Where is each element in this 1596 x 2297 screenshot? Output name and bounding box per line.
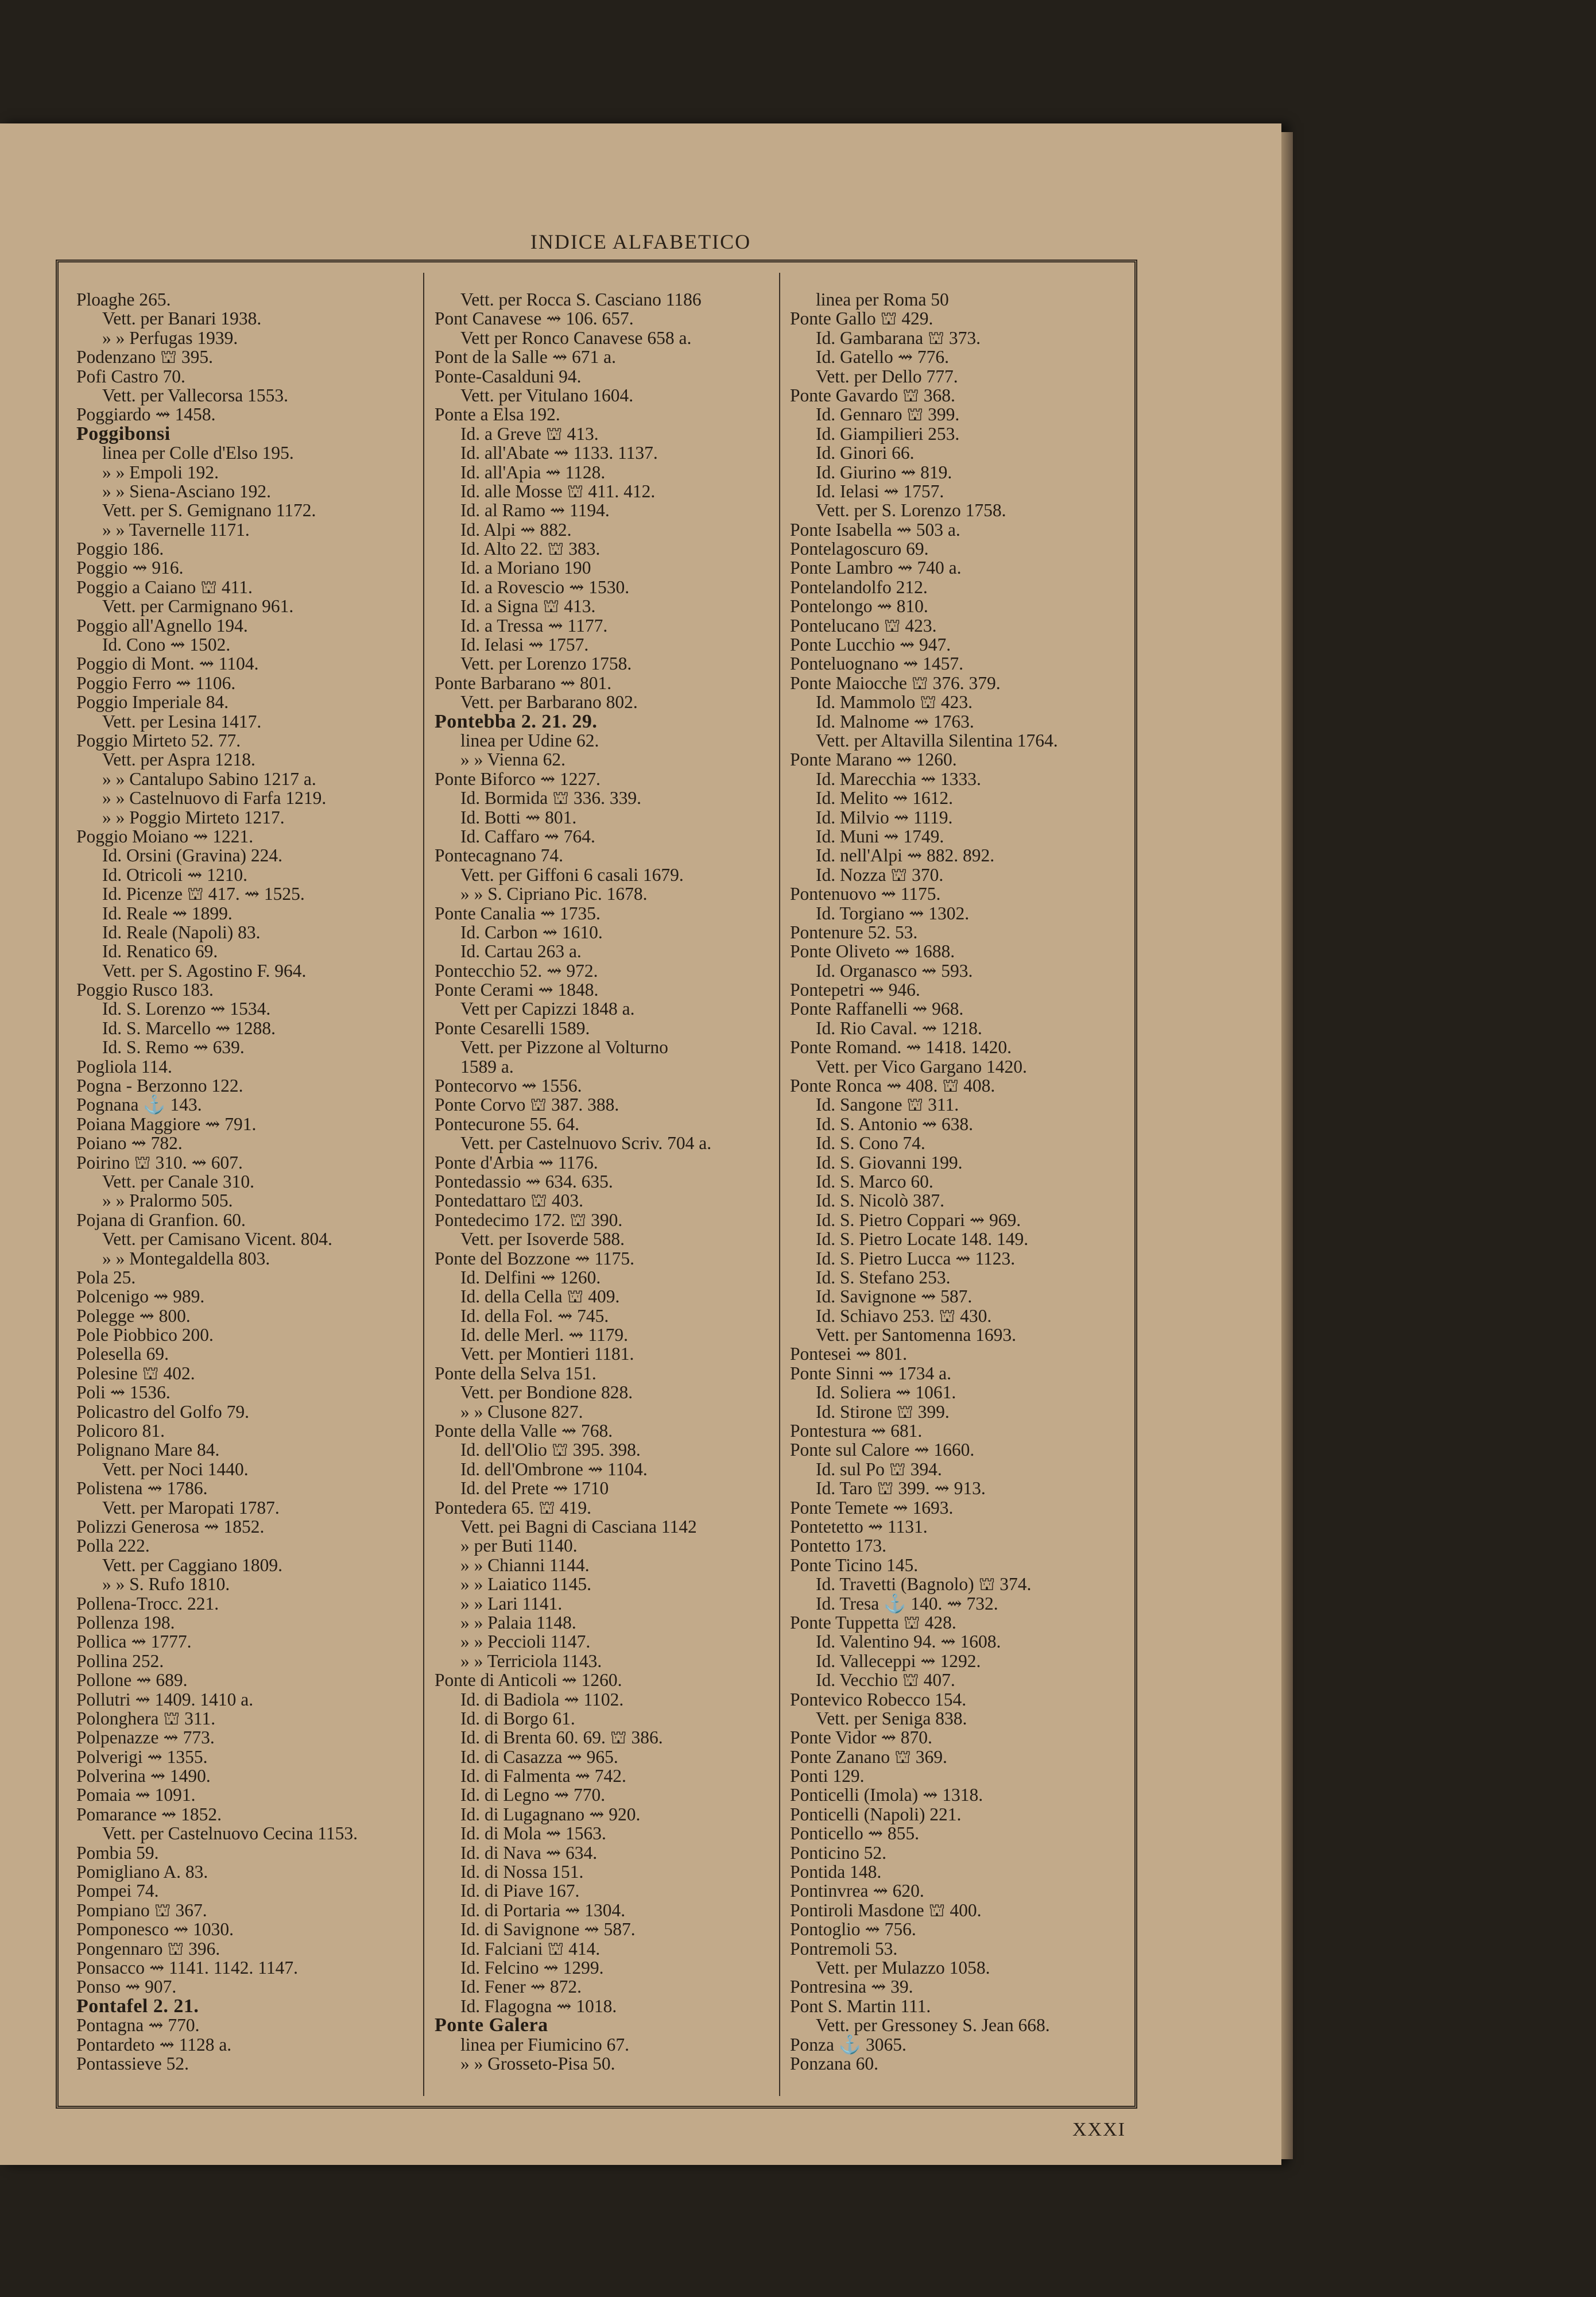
index-entry: Pollica ⇝ 1777.	[76, 1631, 192, 1652]
index-entry: Ponte Biforco ⇝ 1227.	[435, 768, 601, 789]
index-entry: » » Montegaldella 803.	[102, 1248, 270, 1269]
index-entry: Pontenuovo ⇝ 1175.	[790, 884, 941, 904]
index-entry: Ponte del Bozzone ⇝ 1175.	[435, 1248, 635, 1269]
index-entry: » » Castelnuovo di Farfa 1219.	[102, 788, 327, 809]
index-entry: » » Laiatico 1145.	[460, 1574, 592, 1595]
index-entry: Poggio 186.	[76, 539, 164, 559]
index-entry: Vett. per Bondione 828.	[460, 1382, 633, 1403]
index-entry: » » Lari 1141.	[460, 1593, 563, 1614]
index-entry: Pontelagoscuro 69.	[790, 539, 929, 559]
index-entry: Vett. per Altavilla Silentina 1764.	[816, 730, 1058, 751]
index-entry: Id. Ginori 66.	[816, 443, 915, 463]
index-entry: Pole Piobbico 200.	[76, 1325, 214, 1345]
index-entry: Pont Canavese ⇝ 106. 657.	[435, 308, 634, 329]
index-entry: » » S. Cipriano Pic. 1678.	[460, 884, 648, 904]
index-entry: Pogna - Berzonno 122.	[76, 1076, 243, 1096]
index-entry: Ponte-Casalduni 94.	[435, 366, 582, 386]
index-entry: Ponticelli (Imola) ⇝ 1318.	[790, 1785, 983, 1805]
index-entry: Ploaghe 265.	[76, 289, 171, 310]
index-entry: Pompei 74.	[76, 1881, 159, 1901]
index-entry: Vett. per Aspra 1218.	[102, 749, 255, 770]
index-entry: Id. Felcino ⇝ 1299.	[460, 1957, 604, 1978]
index-entry: Vett. per Lesina 1417.	[102, 711, 262, 732]
index-entry: Ponte della Selva 151.	[435, 1363, 596, 1383]
index-entry: » » Tavernelle 1171.	[102, 519, 250, 540]
index-entry: Id. di Portaria ⇝ 1304.	[460, 1900, 626, 1920]
index-entry: Ponti 129.	[790, 1766, 865, 1786]
index-entry: Vett. per Pizzone al Volturno	[460, 1037, 668, 1058]
index-entry: Id. Reale (Napoli) 83.	[102, 922, 261, 942]
index-entry: Ponte Cesarelli 1589.	[435, 1018, 590, 1038]
index-entry: Id. Marecchia ⇝ 1333.	[816, 768, 981, 789]
index-entry: Id. di Piave 167.	[460, 1881, 580, 1901]
index-entry: » » Pralormo 505.	[102, 1190, 233, 1211]
index-entry: Pontebba 2. 21. 29.	[435, 710, 598, 732]
index-entry: Pontassieve 52.	[76, 2053, 189, 2074]
index-entry: Pontelongo ⇝ 810.	[790, 596, 928, 617]
index-entry: Vett. per S. Gemignano 1172.	[102, 500, 316, 521]
index-entry: Id. Falciani ⛫ 414.	[460, 1938, 601, 1959]
index-entry: Id. Mammolo ⛫ 423.	[816, 692, 973, 713]
index-entry: Pontevico Robecco 154.	[790, 1689, 967, 1710]
index-entry: Id. di Nossa 151.	[460, 1862, 584, 1882]
index-entry: Polla 222.	[76, 1536, 150, 1556]
index-entry: Poiano ⇝ 782.	[76, 1133, 183, 1154]
index-entry: Id. Schiavo 253. ⛫ 430.	[816, 1305, 992, 1326]
index-entry: Id. di Mola ⇝ 1563.	[460, 1823, 606, 1844]
index-entry: Podenzano ⛫ 395.	[76, 347, 214, 368]
index-entry: Pognana ⚓ 143.	[76, 1095, 202, 1115]
index-entry: Pontresina ⇝ 39.	[790, 1977, 913, 1997]
index-entry: Id. S. Nicolò 387.	[816, 1190, 944, 1211]
index-entry: linea per Roma 50	[816, 289, 949, 310]
index-entry: Id. del Prete ⇝ 1710	[460, 1478, 609, 1499]
index-entry: Id. S. Giovanni 199.	[816, 1152, 963, 1173]
index-entry: Id. di Nava ⇝ 634.	[460, 1842, 598, 1863]
index-entry: » » Siena-Asciano 192.	[102, 481, 271, 501]
index-entry: Id. dell'Olio ⛫ 395. 398.	[460, 1440, 641, 1460]
index-column-1	[76, 290, 421, 2073]
index-entry: Polistena ⇝ 1786.	[76, 1478, 208, 1499]
index-entry: Id. di Falmenta ⇝ 742.	[460, 1766, 626, 1786]
index-entry: Pollenza 198.	[76, 1612, 175, 1633]
index-entry: 1589 a.	[460, 1056, 514, 1077]
index-entry: Pontafel 2. 21.	[76, 1995, 199, 2017]
index-entry: Id. Torgiano ⇝ 1302.	[816, 903, 970, 923]
index-entry: » » Chianni 1144.	[460, 1554, 590, 1575]
index-entry: Vett. per Banari 1938.	[102, 308, 262, 329]
index-entry: Id. Valleceppi ⇝ 1292.	[816, 1650, 981, 1671]
index-entry: Id. dell'Ombrone ⇝ 1104.	[460, 1459, 648, 1479]
index-entry: Ponte Romand. ⇝ 1418. 1420.	[790, 1037, 1012, 1058]
index-entry: Pontedera 65. ⛫ 419.	[435, 1497, 592, 1518]
index-entry: Ponte Lucchio ⇝ 947.	[790, 635, 951, 655]
index-entry: Id. Giampilieri 253.	[816, 423, 960, 444]
page-number: XXXI	[1072, 2119, 1126, 2140]
page-title: INDICE ALFABETICO	[530, 230, 751, 253]
index-entry: Id. Vecchio ⛫ 407.	[816, 1670, 955, 1691]
index-entry: Ponsacco ⇝ 1141. 1142. 1147.	[76, 1957, 298, 1978]
index-entry: Pollina 252.	[76, 1650, 164, 1671]
index-entry: Pollutri ⇝ 1409. 1410 a.	[76, 1689, 254, 1710]
index-entry: Id. S. Marco 60.	[816, 1171, 933, 1192]
index-entry: Id. di Badiola ⇝ 1102.	[460, 1689, 624, 1710]
index-entry: Id. Delfini ⇝ 1260.	[460, 1267, 601, 1287]
index-entry: » » Vienna 62.	[460, 749, 566, 770]
index-entry: Id. Malnome ⇝ 1763.	[816, 711, 974, 732]
index-entry: Pontremoli 53.	[790, 1938, 898, 1959]
index-entry: Id. Taro ⛫ 399. ⇝ 913.	[816, 1478, 986, 1499]
index-entry: Ponte Barbarano ⇝ 801.	[435, 672, 612, 693]
index-entry: Id. Nozza ⛫ 370.	[816, 864, 944, 885]
index-entry: linea per Udine 62.	[460, 730, 599, 751]
index-entry: Pontinvrea ⇝ 620.	[790, 1881, 924, 1901]
index-entry: Pofi Castro 70.	[76, 366, 185, 386]
index-entry: Pont S. Martin 111.	[790, 1996, 931, 2016]
index-entry: linea per Fiumicino 67.	[460, 2034, 629, 2055]
index-entry: Id. Soliera ⇝ 1061.	[816, 1382, 956, 1403]
index-column-3	[790, 290, 1134, 2073]
index-entry: » » Perfugas 1939.	[102, 327, 238, 348]
index-entry: Id. Fener ⇝ 872.	[460, 1977, 582, 1997]
index-entry: Ponte Ticino 145.	[790, 1554, 919, 1575]
index-entry: Poirino ⛫ 310. ⇝ 607.	[76, 1152, 243, 1173]
index-entry: Vett. per Camisano Vicent. 804.	[102, 1229, 332, 1250]
index-entry: Policoro 81.	[76, 1421, 165, 1441]
index-entry: » » Grosseto-Pisa 50.	[460, 2053, 615, 2074]
index-entry: Vett. per Noci 1440.	[102, 1459, 249, 1479]
index-entry: Id. di Legno ⇝ 770.	[460, 1785, 606, 1805]
index-entry: Ponte sul Calore ⇝ 1660.	[790, 1440, 975, 1460]
index-entry: Vett. pei Bagni di Casciana 1142	[460, 1517, 697, 1537]
index-entry: Id. Tresa ⚓ 140. ⇝ 732.	[816, 1593, 998, 1614]
index-entry: » per Buti 1140.	[460, 1536, 578, 1556]
index-entry: Pogliola 114.	[76, 1056, 172, 1077]
index-entry: Pontelucano ⛫ 423.	[790, 615, 937, 636]
index-entry: Pontagna ⇝ 770.	[76, 2015, 200, 2036]
index-entry: Id. Organasco ⇝ 593.	[816, 960, 973, 981]
index-entry: Pontida 148.	[790, 1862, 882, 1882]
index-entry: Pongennaro ⛫ 396.	[76, 1938, 220, 1959]
index-entry: Vett. per Isoverde 588.	[460, 1229, 625, 1250]
index-entry: Id. Cartau 263 a.	[460, 941, 582, 962]
index-entry: Vett. per Rocca S. Casciano 1186	[460, 289, 702, 310]
index-entry: Id. Giurino ⇝ 819.	[816, 462, 952, 482]
index-entry: Id. sul Po ⛫ 394.	[816, 1459, 942, 1479]
index-entry: Poggio Ferro ⇝ 1106.	[76, 672, 236, 693]
index-entry: Id. Flagogna ⇝ 1018.	[460, 1996, 617, 2016]
index-entry: Id. S. Pietro Coppari ⇝ 969.	[816, 1209, 1021, 1230]
index-entry: Pontecagnano 74.	[435, 845, 563, 866]
index-entry: Poggio di Mont. ⇝ 1104.	[76, 653, 259, 674]
index-entry: Id. delle Merl. ⇝ 1179.	[460, 1325, 629, 1345]
index-entry: Pontedattaro ⛫ 403.	[435, 1190, 584, 1211]
index-entry: Id. S. Marcello ⇝ 1288.	[102, 1018, 276, 1038]
index-entry: Id. Ielasi ⇝ 1757.	[460, 635, 589, 655]
index-entry: Pontecorvo ⇝ 1556.	[435, 1076, 582, 1096]
index-entry: Id. Carbon ⇝ 1610.	[460, 922, 603, 942]
index-entry: Pontedassio ⇝ 634. 635.	[435, 1171, 613, 1192]
index-entry: Vett. per S. Lorenzo 1758.	[816, 500, 1006, 521]
index-entry: Id. a Greve ⛫ 413.	[460, 423, 599, 444]
index-entry: Pontedecimo 172. ⛫ 390.	[435, 1209, 623, 1230]
index-entry: Id. Ielasi ⇝ 1757.	[816, 481, 944, 501]
index-entry: Vett. per Vallecorsa 1553.	[102, 385, 288, 405]
page-edge	[1281, 132, 1293, 2159]
index-entry: Pontetto 173.	[790, 1536, 887, 1556]
index-entry: » » Cantalupo Sabino 1217 a.	[102, 768, 316, 789]
index-entry: Id. di Savignone ⇝ 587.	[460, 1919, 636, 1940]
index-entry: Id. S. Stefano 253.	[816, 1267, 951, 1287]
index-entry: Vett. per Seniga 838.	[816, 1708, 967, 1728]
index-entry: Pomponesco ⇝ 1030.	[76, 1919, 234, 1940]
index-entry: Id. di Lugagnano ⇝ 920.	[460, 1804, 641, 1824]
index-entry: Ponte della Valle ⇝ 768.	[435, 1421, 613, 1441]
index-entry: Poggio Mirteto 52. 77.	[76, 730, 241, 751]
index-entry: Id. Cono ⇝ 1502.	[102, 635, 231, 655]
index-entry: Pontestura ⇝ 681.	[790, 1421, 923, 1441]
index-entry: Id. all'Abate ⇝ 1133. 1137.	[460, 443, 658, 463]
index-entry: Ponticino 52.	[790, 1842, 887, 1863]
index-entry: Vett. per Castelnuovo Cecina 1153.	[102, 1823, 358, 1844]
index-entry: Pontelandolfo 212.	[790, 577, 928, 597]
index-entry: Id. Muni ⇝ 1749.	[816, 826, 944, 846]
index-entry: Id. Rio Caval. ⇝ 1218.	[816, 1018, 982, 1038]
index-entry: Ponticelli (Napoli) 221.	[790, 1804, 962, 1824]
index-entry: Id. al Ramo ⇝ 1194.	[460, 500, 610, 521]
index-entry: Ponte Lambro ⇝ 740 a.	[790, 558, 962, 578]
index-entry: Id. S. Pietro Locate 148. 149.	[816, 1229, 1029, 1250]
index-entry: Vett per Ronco Canavese 658 a.	[460, 327, 692, 348]
index-entry: linea per Colle d'Elso 195.	[102, 443, 294, 463]
index-entry: » » Empoli 192.	[102, 462, 219, 482]
index-entry: Ponza ⚓ 3065.	[790, 2034, 907, 2055]
index-entry: Pollena-Trocc. 221.	[76, 1593, 219, 1614]
index-entry: Vett. per Caggiano 1809.	[102, 1554, 283, 1575]
index-entry: Polegge ⇝ 800.	[76, 1305, 191, 1326]
index-entry: Poli ⇝ 1536.	[76, 1382, 171, 1403]
index-entry: Vett. per Dello 777.	[816, 366, 958, 386]
index-entry: Ponte Marano ⇝ 1260.	[790, 749, 957, 770]
index-entry: » » Peccioli 1147.	[460, 1631, 591, 1652]
index-entry: Id. Reale ⇝ 1899.	[102, 903, 233, 923]
index-entry: Poggio Moiano ⇝ 1221.	[76, 826, 254, 846]
index-entry: Vett. per S. Agostino F. 964.	[102, 960, 307, 981]
index-entry: Vett. per Mulazzo 1058.	[816, 1957, 990, 1978]
index-entry: Ponte Galera	[435, 2014, 548, 2036]
index-entry: Pomarance ⇝ 1852.	[76, 1804, 222, 1824]
index-entry: Id. Bormida ⛫ 336. 339.	[460, 788, 642, 809]
index-entry: Polverigi ⇝ 1355.	[76, 1746, 208, 1767]
index-entry: Id. S. Pietro Lucca ⇝ 1123.	[816, 1248, 1016, 1269]
index-entry: Polverina ⇝ 1490.	[76, 1766, 211, 1786]
index-entry: Ponte Cerami ⇝ 1848.	[435, 980, 599, 1000]
index-entry: Id. di Brenta 60. 69. ⛫ 386.	[460, 1727, 663, 1748]
index-entry: Id. nell'Alpi ⇝ 882. 892.	[816, 845, 995, 866]
index-entry: Id. Travetti (Bagnolo) ⛫ 374.	[816, 1574, 1032, 1595]
index-entry: Id. Picenze ⛫ 417. ⇝ 1525.	[102, 884, 305, 904]
index-entry: Ponticello ⇝ 855.	[790, 1823, 920, 1844]
index-entry: Vett. per Lorenzo 1758.	[460, 653, 632, 674]
index-entry: Pomigliano A. 83.	[76, 1862, 208, 1882]
index-entry: Id. Milvio ⇝ 1119.	[816, 807, 953, 827]
index-entry: Pontecurone 55. 64.	[435, 1113, 579, 1134]
index-entry: Pontetetto ⇝ 1131.	[790, 1517, 928, 1537]
index-entry: Id. Stirone ⛫ 399.	[816, 1401, 950, 1422]
index-entry: Pollone ⇝ 689.	[76, 1670, 188, 1691]
index-entry: Pola 25.	[76, 1267, 136, 1287]
index-entry: Ponte Maiocche ⛫ 376. 379.	[790, 672, 1001, 693]
index-entry: Id. Alto 22. ⛫ 383.	[460, 539, 601, 559]
index-entry: Poggio Rusco 183.	[76, 980, 214, 1000]
index-entry: Id. Otricoli ⇝ 1210.	[102, 864, 247, 885]
index-entry: Id. Botti ⇝ 801.	[460, 807, 577, 827]
column-divider	[779, 273, 780, 2096]
index-entry: Ponzana 60.	[790, 2053, 878, 2074]
index-entry: Ponte Gallo ⛫ 429.	[790, 308, 933, 329]
index-entry: Vett. per Vitulano 1604.	[460, 385, 634, 405]
index-entry: » » S. Rufo 1810.	[102, 1574, 230, 1595]
index-entry: Id. Gennaro ⛫ 399.	[816, 404, 960, 425]
index-entry: Vett. per Santomenna 1693.	[816, 1325, 1017, 1345]
index-entry: Polesella 69.	[76, 1344, 169, 1364]
index-entry: Vett. per Gressoney S. Jean 668.	[816, 2015, 1050, 2036]
index-entry: Poiana Maggiore ⇝ 791.	[76, 1113, 257, 1134]
index-entry: Vett. per Vico Gargano 1420.	[816, 1056, 1027, 1077]
index-entry: Ponte Tuppetta ⛫ 428.	[790, 1612, 956, 1633]
index-entry: Vett. per Montieri 1181.	[460, 1344, 634, 1364]
index-entry: Ponte Raffanelli ⇝ 968.	[790, 999, 964, 1019]
index-entry: Poggio ⇝ 916.	[76, 558, 184, 578]
index-entry: Ponte Ronca ⇝ 408. ⛫ 408.	[790, 1076, 995, 1096]
index-entry: Policastro del Golfo 79.	[76, 1401, 249, 1422]
index-entry: Pont de la Salle ⇝ 671 a.	[435, 347, 616, 368]
index-entry: Pontiroli Masdone ⛫ 400.	[790, 1900, 982, 1920]
index-entry: Id. Caffaro ⇝ 764.	[460, 826, 595, 846]
index-entry: Ponte Sinni ⇝ 1734 a.	[790, 1363, 952, 1383]
index-entry: Ponte a Elsa 192.	[435, 404, 560, 425]
index-entry: Polcenigo ⇝ 989.	[76, 1286, 205, 1307]
index-entry: Vett. per Castelnuovo Scriv. 704 a.	[460, 1133, 712, 1154]
index-entry: » » Palaia 1148.	[460, 1612, 576, 1633]
index-entry: Ponte Temete ⇝ 1693.	[790, 1497, 954, 1518]
index-entry: Id. S. Lorenzo ⇝ 1534.	[102, 999, 271, 1019]
index-entry: Id. a Signa ⛫ 413.	[460, 596, 596, 617]
index-entry: Vett. per Giffoni 6 casali 1679.	[460, 864, 684, 885]
index-entry: Id. Gambarana ⛫ 373.	[816, 327, 981, 348]
index-entry: Id. della Fol. ⇝ 745.	[460, 1305, 609, 1326]
index-entry: Pontoglio ⇝ 756.	[790, 1919, 916, 1940]
index-entry: Id. Alpi ⇝ 882.	[460, 519, 572, 540]
index-entry: Id. Savignone ⇝ 587.	[816, 1286, 973, 1307]
index-entry: Ponte Isabella ⇝ 503 a.	[790, 519, 960, 540]
index-entry: Id. Orsini (Gravina) 224.	[102, 845, 283, 866]
index-entry: Id. di Casazza ⇝ 965.	[460, 1746, 618, 1767]
index-entry: Polonghera ⛫ 311.	[76, 1708, 216, 1728]
index-entry: Id. alle Mosse ⛫ 411. 412.	[460, 481, 656, 501]
index-entry: Ponte Vidor ⇝ 870.	[790, 1727, 932, 1748]
column-divider	[423, 273, 424, 2096]
index-entry: Id. Valentino 94. ⇝ 1608.	[816, 1631, 1001, 1652]
index-entry: Id. S. Cono 74.	[816, 1133, 925, 1154]
index-entry: Polpenazze ⇝ 773.	[76, 1727, 215, 1748]
index-entry: Id. a Moriano 190	[460, 558, 591, 578]
index-entry: » » Terriciola 1143.	[460, 1650, 602, 1671]
index-entry: Ponte Zanano ⛫ 369.	[790, 1746, 947, 1767]
index-entry: Vett. per Barbarano 802.	[460, 692, 638, 713]
index-entry: Vett per Capizzi 1848 a.	[460, 999, 635, 1019]
index-entry: Vett. per Canale 310.	[102, 1171, 255, 1192]
index-entry: Id. Renatico 69.	[102, 941, 218, 962]
index-entry: Pontepetri ⇝ 946.	[790, 980, 920, 1000]
index-entry: Ponte Canalia ⇝ 1735.	[435, 903, 601, 923]
index-entry: Poggio all'Agnello 194.	[76, 615, 248, 636]
index-column-2	[435, 290, 779, 2073]
index-entry: Pontenure 52. 53.	[790, 922, 918, 942]
index-entry: Ponte Gavardo ⛫ 368.	[790, 385, 955, 405]
index-entry: Ponte d'Arbia ⇝ 1176.	[435, 1152, 598, 1173]
index-entry: Id. all'Apia ⇝ 1128.	[460, 462, 606, 482]
index-entry: Pojana di Granfion. 60.	[76, 1209, 246, 1230]
index-entry: Pontesei ⇝ 801.	[790, 1344, 908, 1364]
index-entry: Id. S. Antonio ⇝ 638.	[816, 1113, 974, 1134]
index-entry: Polizzi Generosa ⇝ 1852.	[76, 1517, 265, 1537]
index-entry: Polignano Mare 84.	[76, 1440, 220, 1460]
index-entry: Poggio Imperiale 84.	[76, 692, 229, 713]
index-entry: Ponso ⇝ 907.	[76, 1977, 177, 1997]
index-entry: Pontardeto ⇝ 1128 a.	[76, 2034, 232, 2055]
index-entry: » » Clusone 827.	[460, 1401, 583, 1422]
index-entry: Id. Gatello ⇝ 776.	[816, 347, 949, 368]
index-entry: Id. a Rovescio ⇝ 1530.	[460, 577, 630, 597]
index-entry: Pomaia ⇝ 1091.	[76, 1785, 196, 1805]
index-entry: Id. Melito ⇝ 1612.	[816, 788, 954, 809]
index-entry: Pontecchio 52. ⇝ 972.	[435, 960, 598, 981]
index-entry: Id. a Tressa ⇝ 1177.	[460, 615, 608, 636]
index-entry: Ponte di Anticoli ⇝ 1260.	[435, 1670, 622, 1691]
index-entry: Id. della Cella ⛫ 409.	[460, 1286, 620, 1307]
index-entry: Ponte Corvo ⛫ 387. 388.	[435, 1095, 619, 1115]
index-entry: » » Poggio Mirteto 1217.	[102, 807, 285, 827]
index-entry: Vett. per Carmignano 961.	[102, 596, 294, 617]
index-entry: Vett. per Maropati 1787.	[102, 1497, 280, 1518]
index-entry: Id. S. Remo ⇝ 639.	[102, 1037, 245, 1058]
index-entry: Ponteluognano ⇝ 1457.	[790, 653, 964, 674]
index-entry: Pombia 59.	[76, 1842, 159, 1863]
index-entry: Poggibonsi	[76, 423, 171, 444]
index-entry: Polesine ⛫ 402.	[76, 1363, 195, 1383]
index-entry: Id. Sangone ⛫ 311.	[816, 1095, 959, 1115]
index-entry: Poggio a Caiano ⛫ 411.	[76, 577, 253, 597]
index-entry: Ponte Oliveto ⇝ 1688.	[790, 941, 955, 962]
index-entry: Poggiardo ⇝ 1458.	[76, 404, 216, 425]
index-entry: Id. di Borgo 61.	[460, 1708, 575, 1728]
index-entry: Pompiano ⛫ 367.	[76, 1900, 207, 1920]
